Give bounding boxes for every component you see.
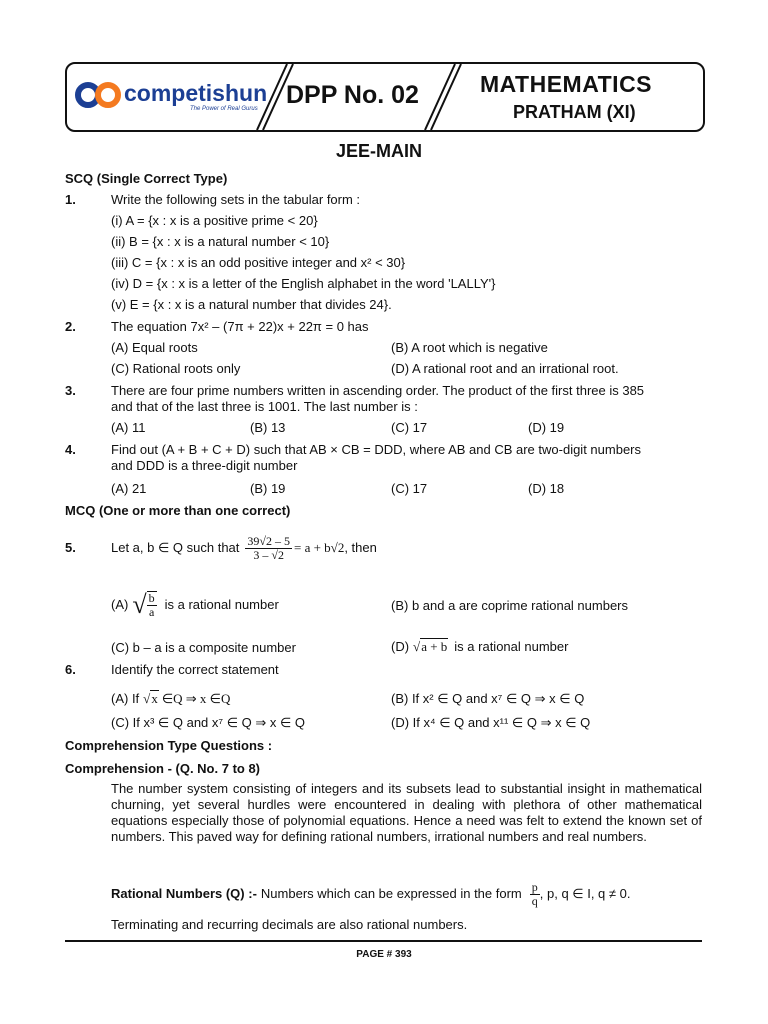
radical-icon: √ [143, 690, 151, 706]
q3-number: 3. [65, 383, 76, 398]
terminating-decimals-note: Terminating and recurring decimals are also rational numbers. [111, 917, 468, 932]
q5-d-radicand: a + b [421, 639, 448, 654]
q6-a-text: ∈Q ⇒ x ∈Q [161, 690, 231, 706]
q5-post: , then [344, 540, 377, 555]
q6-number: 6. [65, 662, 76, 677]
section-mcq: MCQ (One or more than one correct) [65, 503, 291, 518]
q2-text: The equation 7x² – (7π + 22)x + 22π = 0 has [111, 319, 369, 334]
q5-d-label: (D) [391, 638, 410, 654]
q5-option-d [391, 638, 568, 655]
q3-option-a: (A) 11 [111, 420, 146, 435]
radical-icon: √ [132, 590, 147, 619]
q5-d-text: is a rational number [454, 638, 569, 654]
q5-pre: Let a, b ∈ Q such that [111, 540, 240, 555]
q5-a-num: b [148, 591, 155, 605]
q5-number: 5. [65, 540, 76, 555]
q1-item: (v) E = {x : x is a natural number that divides 24}. [111, 297, 392, 312]
logo-text: competishun [124, 80, 268, 106]
rn-tail: , p, q ∈ I, q ≠ 0. [539, 886, 631, 901]
q5-a-text: is a rational number [164, 597, 279, 612]
exam-title: JEE-MAIN [336, 141, 423, 161]
q5-option-a [111, 586, 279, 624]
q4-option-a: (A) 21 [111, 481, 147, 496]
section-comprehension-type: Comprehension Type Questions : [65, 738, 273, 753]
q5-frac-den: 3 – √2 [253, 547, 284, 562]
rn-q: q [531, 893, 538, 908]
q2-option-c: (C) Rational roots only [111, 361, 241, 376]
logo-tagline: The Power of Real Gurus [190, 106, 258, 112]
q5-a-fraction [147, 591, 157, 619]
q1-text: Write the following sets in the tabular form : [111, 192, 361, 207]
q5-option-b: (B) b and a are coprime rational numbers [391, 598, 629, 613]
q4-number: 4. [65, 442, 76, 457]
q4-option-b: (B) 19 [250, 481, 286, 496]
q1-item: (iii) C = {x : x is an odd positive integer and x² < 30} [111, 255, 406, 270]
rn-p: p [531, 879, 538, 894]
q6-option-d: (D) If x⁴ ∈ Q and x¹¹ ∈ Q ⇒ x ∈ Q [391, 715, 591, 730]
q2-option-b: (B) A root which is negative [391, 340, 548, 355]
q4-option-d: (D) 18 [528, 481, 565, 496]
q6-option-a [111, 690, 230, 707]
comprehension-paragraph: The number system consisting of integers and its subsets lead to substantial insight in mathematical churning, yet several hurdles were encountered in dealing with plethora of other mathematical equations especially those of polynomial equations. Hence a need was felt to extend the known set of numbers. This paved way for defining rational numbers, irrational numbers and real numbers. [111, 781, 702, 844]
q6-text: Identify the correct statement [111, 662, 279, 677]
q5-a-den: a [148, 605, 155, 619]
rn-text: Numbers which can be expressed in the form [260, 886, 522, 901]
q5-stem [111, 530, 377, 566]
q6-a-radicand: x [151, 691, 158, 706]
section-scq: SCQ (Single Correct Type) [65, 171, 228, 186]
dpp-number: DPP No. 02 [286, 81, 419, 109]
q3-option-b: (B) 13 [250, 420, 286, 435]
q3-text-line1: There are four prime numbers written in ascending order. The product of the first three is 385 [111, 383, 645, 398]
rn-fraction [530, 881, 540, 908]
q5-rhs: = a + b√2 [294, 540, 345, 555]
q2-number: 2. [65, 319, 76, 334]
q5-a-label: (A) [111, 597, 129, 612]
q6-option-b: (B) If x² ∈ Q and x⁷ ∈ Q ⇒ x ∈ Q [391, 691, 585, 706]
competishun-logo-icon [74, 80, 124, 110]
q3-text-line2: and that of the last three is 1001. The last number is : [111, 399, 418, 414]
q1-item: (ii) B = {x : x is a natural number < 10} [111, 234, 330, 249]
q6-option-c: (C) If x³ ∈ Q and x⁷ ∈ Q ⇒ x ∈ Q [111, 715, 306, 730]
q5-fraction [245, 535, 292, 562]
q2-option-d: (D) A rational root and an irrational root. [391, 361, 619, 376]
q6-a-label: (A) If [111, 690, 140, 706]
q3-option-c: (C) 17 [391, 420, 428, 435]
rn-label: Rational Numbers (Q) :- [111, 886, 257, 901]
rational-numbers-definition [111, 876, 702, 912]
class-title: PRATHAM (XI) [513, 102, 636, 122]
q4-text-line1: Find out (A + B + C + D) such that AB × CB = DDD, where AB and CB are two-digit numbers [111, 442, 641, 457]
q4-option-c: (C) 17 [391, 481, 428, 496]
q2-option-a: (A) Equal roots [111, 340, 198, 355]
q1-item: (i) A = {x : x is a positive prime < 20} [111, 213, 318, 228]
q5-option-c: (C) b – a is a composite number [111, 640, 296, 655]
subject-title: MATHEMATICS [480, 71, 653, 97]
q3-option-d: (D) 19 [528, 420, 565, 435]
q5-frac-num: 39√2 – 5 [247, 533, 290, 548]
comprehension-heading: Comprehension - (Q. No. 7 to 8) [65, 761, 261, 776]
page-number: PAGE # 393 [356, 949, 412, 960]
q1-number: 1. [65, 192, 76, 207]
q4-text-line2: and DDD is a three-digit number [111, 458, 298, 473]
radical-icon: √ [413, 638, 421, 654]
q1-item: (iv) D = {x : x is a letter of the English alphabet in the word 'LALLY'} [111, 276, 496, 291]
footer-rule [65, 940, 702, 942]
